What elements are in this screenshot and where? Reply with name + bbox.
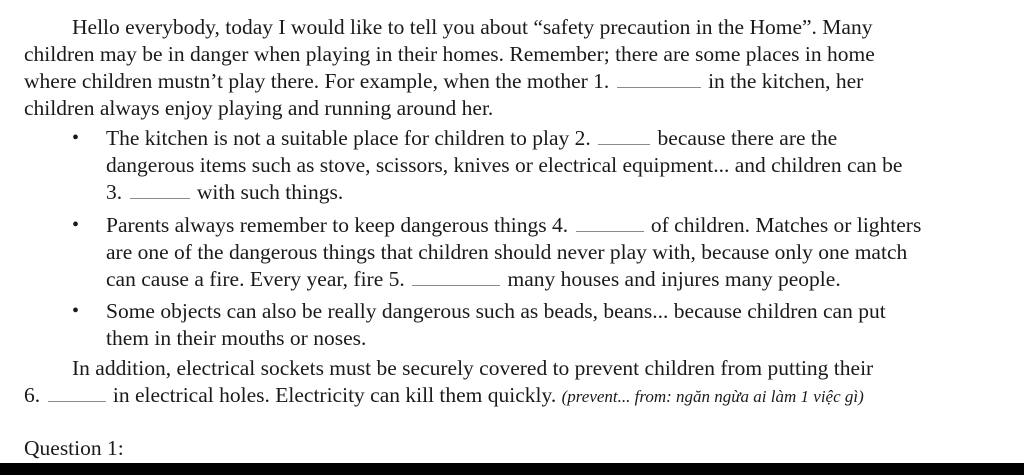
blank-2[interactable] (598, 125, 650, 145)
translation-note: (prevent... from: ngăn ngừa ai làm 1 việc gì) (561, 387, 864, 406)
bullet-1-line-3-start: 3. (106, 180, 123, 204)
addition-line-2 (24, 382, 864, 410)
bottom-edge-bar (0, 463, 1024, 475)
bullet-3-glyph: • (72, 300, 80, 322)
bullet-2-line-2: are one of the dangerous things that children should never play with, because only one match (106, 240, 908, 264)
bullet-2-line-1-start: Parents always remember to keep dangerous things 4. (106, 213, 569, 237)
question-label: Question 1: (24, 436, 124, 460)
addition-line-2-text: in electrical holes. Electricity can kill them quickly. (112, 383, 557, 407)
blank-6[interactable] (48, 382, 106, 402)
bullet-1-glyph: • (72, 127, 80, 149)
blank-3[interactable] (130, 179, 190, 199)
bullet-1-line-3 (106, 179, 343, 206)
bullet-1-line-3-end: with such things. (196, 180, 344, 204)
intro-line-4: children always enjoy playing and running around her. (24, 96, 494, 120)
addition-line-1: In addition, electrical sockets must be securely covered to prevent children from putting their (72, 356, 874, 380)
blank-4[interactable] (576, 212, 644, 232)
bullet-3-line-1: Some objects can also be really dangerous such as beads, beans... because children can put (106, 299, 886, 323)
bullet-2-line-1 (106, 212, 921, 239)
bullet-1-line-2: dangerous items such as stove, scissors, knives or electrical equipment... and children can be (106, 153, 903, 177)
bullet-2-line-3-end: many houses and injures many people. (507, 267, 841, 291)
addition-line-2-start: 6. (24, 383, 41, 407)
blank-5[interactable] (412, 266, 500, 286)
intro-line-1: Hello everybody, today I would like to tell you about “safety precaution in the Home”. Many (72, 15, 873, 39)
intro-line-3 (24, 68, 863, 95)
bullet-2-line-3-start: can cause a fire. Every year, fire 5. (106, 267, 405, 291)
bullet-2-line-1-end: of children. Matches or lighters (650, 213, 922, 237)
bullet-1-line-1 (106, 125, 837, 152)
blank-1[interactable] (617, 68, 701, 88)
bullet-1-line-1-start: The kitchen is not a suitable place for children to play 2. (106, 126, 591, 150)
intro-line-3-start: where children mustn’t play there. For example, when the mother 1. (24, 69, 610, 93)
intro-line-3-end: in the kitchen, her (708, 69, 864, 93)
bullet-2-glyph: • (72, 214, 80, 236)
bullet-1-line-1-end: because there are the (657, 126, 838, 150)
bullet-3-line-2: them in their mouths or noses. (106, 326, 367, 350)
bullet-2-line-3 (106, 266, 841, 293)
intro-line-2: children may be in danger when playing in their homes. Remember; there are some places in home (24, 42, 875, 66)
